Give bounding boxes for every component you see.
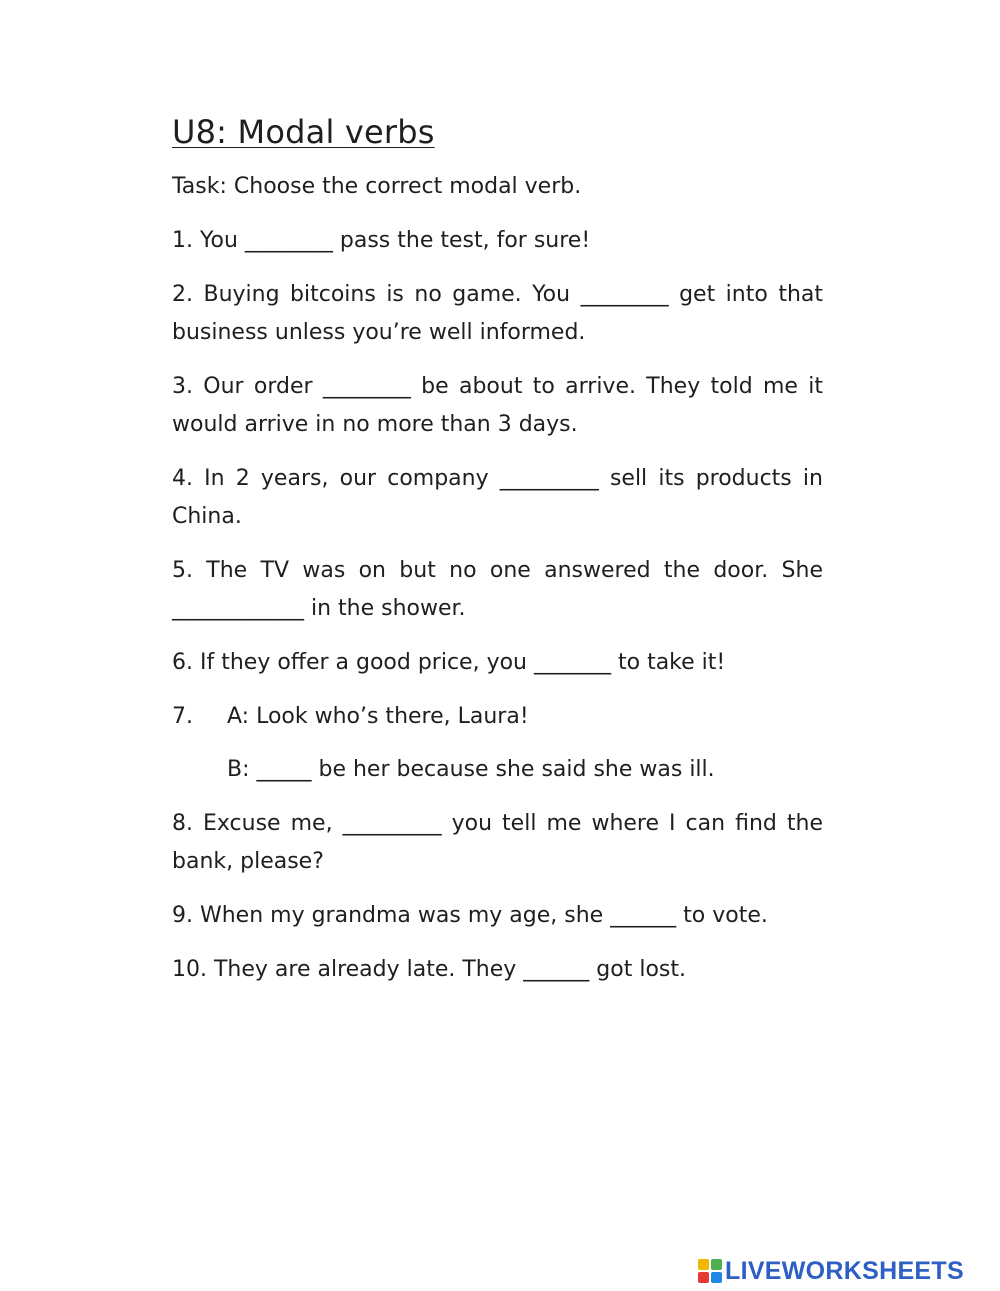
question-10: 10. They are already late. They ______ got lost. bbox=[172, 957, 686, 982]
question-7-speaker-b: B: _____ be her because she said she was ill. bbox=[227, 757, 715, 782]
question-1: 1. You ________ pass the test, for sure! bbox=[172, 228, 591, 253]
liveworksheets-wordmark: LIVEWORKSHEETS bbox=[725, 1257, 964, 1285]
question-7-line-a bbox=[172, 698, 823, 736]
question-7-number: 7. bbox=[172, 704, 193, 729]
question-9: 9. When my grandma was my age, she ______ to vote. bbox=[172, 903, 768, 928]
question-3: 3. Our order ________ be about to arrive. They told me it would arrive in no more than 3 days. bbox=[172, 374, 823, 437]
question-4: 4. In 2 years, our company _________ sell its products in China. bbox=[172, 466, 823, 529]
logo-square-blue bbox=[711, 1272, 722, 1283]
task-instruction: Task: Choose the correct modal verb. bbox=[172, 174, 582, 199]
liveworksheets-logo-icon bbox=[698, 1259, 722, 1283]
question-5: 5. The TV was on but no one answered the door. She ____________ in the shower. bbox=[172, 558, 823, 621]
question-2: 2. Buying bitcoins is no game. You ________ get into that business unless you’re well informed. bbox=[172, 282, 823, 345]
question-7-speaker-a: A: Look who’s there, Laura! bbox=[227, 704, 529, 729]
question-8: 8. Excuse me, _________ you tell me where I can find the bank, please? bbox=[172, 811, 823, 874]
logo-square-red bbox=[698, 1272, 709, 1283]
worksheet-title: U8: Modal verbs bbox=[172, 113, 435, 151]
worksheet-page bbox=[172, 110, 823, 1005]
liveworksheets-brand bbox=[698, 1256, 964, 1286]
question-7 bbox=[172, 698, 823, 789]
question-6: 6. If they offer a good price, you _______ to take it! bbox=[172, 650, 726, 675]
logo-square-yellow bbox=[698, 1259, 709, 1270]
logo-square-green bbox=[711, 1259, 722, 1270]
